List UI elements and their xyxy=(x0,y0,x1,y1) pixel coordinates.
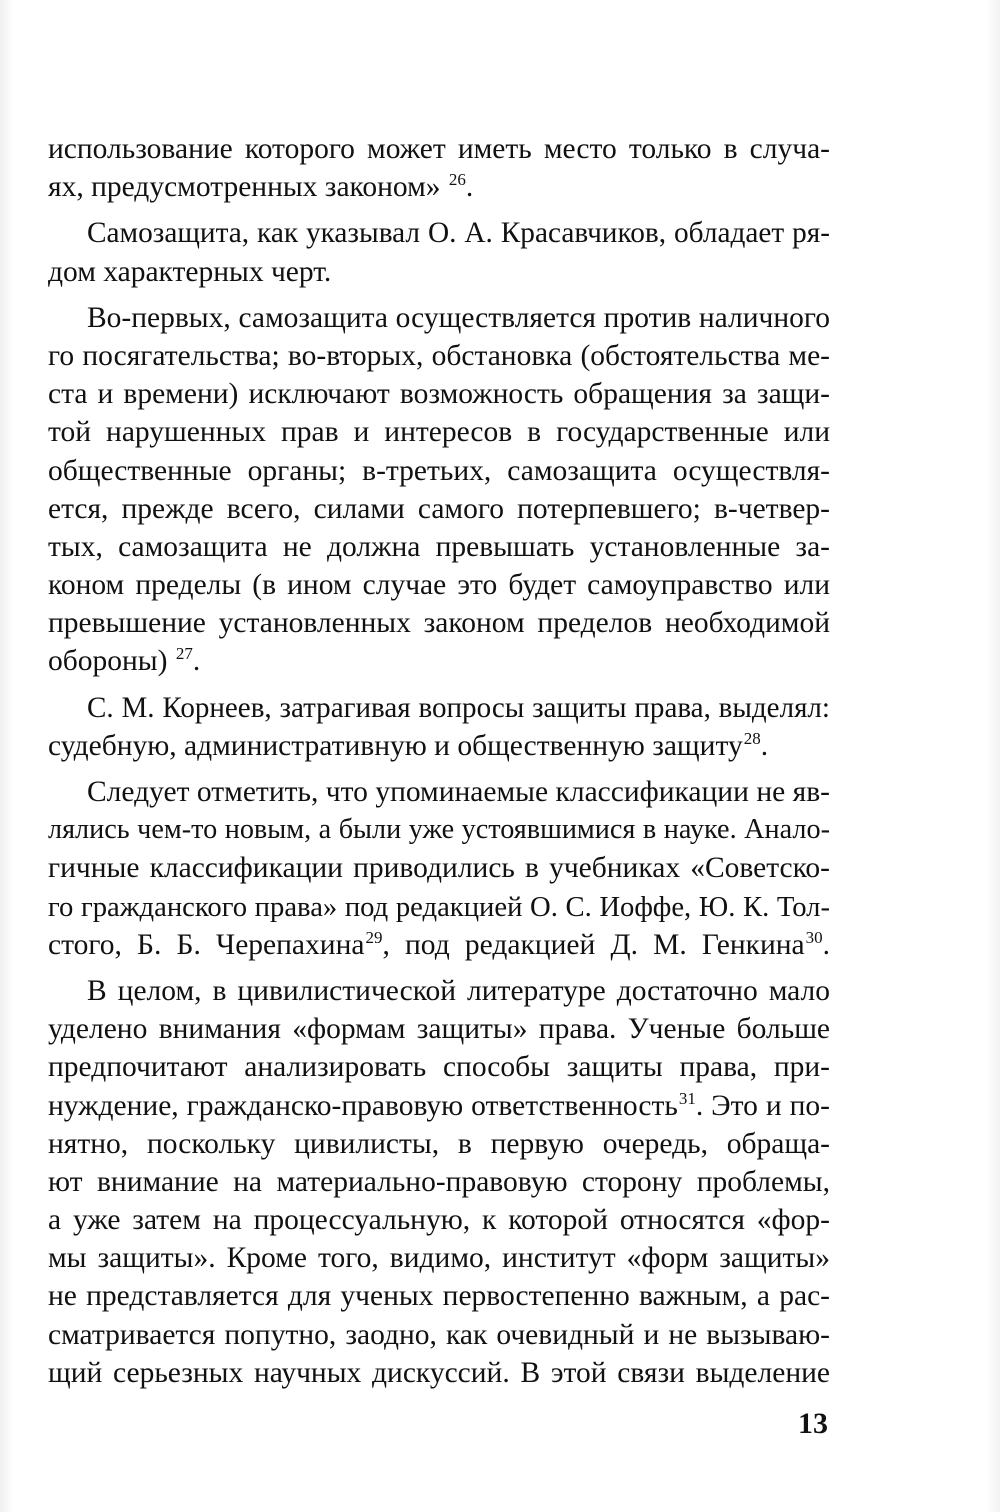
scan-edge-shadow-right xyxy=(986,0,1000,1512)
text-line: Во-первых, самозащита осуществляется против наличного xyxy=(87,301,830,334)
footnote-ref: 31 xyxy=(678,1088,696,1108)
text-line: дом характерных черт. xyxy=(48,255,332,288)
text-line: превышение установленных законом пределов необходимой xyxy=(48,607,830,640)
footnote-ref: 26 xyxy=(448,170,466,190)
text-line: тых, самозащита не должна превышать установленные за- xyxy=(48,530,830,563)
text-line: уделено внимания «формам защиты» права. Ученые больше xyxy=(48,1013,830,1046)
text-line: Следует отметить, что упоминаемые классификации не яв- xyxy=(87,776,830,808)
scan-edge-shadow-left xyxy=(0,0,14,1512)
text-line: нятно, поскольку цивилисты, в первую очередь, обраща- xyxy=(48,1127,830,1160)
text-line: предпочитают анализировать способы защиты права, при- xyxy=(48,1051,830,1084)
footnote-ref: 29 xyxy=(365,927,383,947)
text-line: Самозащита, как указывал О. А. Красавчиков, обладает ря- xyxy=(87,217,830,250)
text-line: С. М. Корнеев, затрагивая вопросы защиты права, выделял: xyxy=(87,691,830,724)
footnote-ref: 28 xyxy=(743,728,761,748)
text-line: использование которого может иметь место только в случа- xyxy=(48,133,830,165)
page-number: 13 xyxy=(798,1407,828,1440)
text-line: ста и времени) исключают возможность обращения за защи- xyxy=(48,378,830,411)
text-line: а уже затем на процессуальную, к которой относятся «фор- xyxy=(48,1204,830,1237)
text-line: лялись чем-то новым, а были уже устоявшимися в науке. Анало- xyxy=(48,814,830,846)
text-line: ют внимание на материально-правовую сторону проблемы, xyxy=(48,1165,830,1198)
text-line: ях, предусмотренных законом» $^{26}$. xyxy=(48,170,474,204)
text-line: коном пределы (в ином случае это будет самоуправство или xyxy=(48,569,830,602)
text-line: той нарушенных прав и интересов в государственные или xyxy=(48,416,830,449)
text-line: сматривается попутно, заодно, как очевидный и не вызываю- xyxy=(48,1318,830,1351)
text-line: щий серьезных научных дискуссий. В этой связи выделение xyxy=(48,1356,830,1389)
text-line: судебную, административную и общественную защиту$^{28}$. xyxy=(48,728,769,762)
body-text xyxy=(48,130,830,1392)
text-line: не представляется для ученых первостепенно важным, а рас- xyxy=(48,1280,830,1313)
text-line: го гражданского права» под редакцией О. С. Иоффе, Ю. К. Тол- xyxy=(48,890,830,923)
text-line: обороны) $^{27}$. xyxy=(48,644,201,678)
text-line: общественные органы; в-третьих, самозащита осуществля- xyxy=(48,454,830,487)
text-line: ется, прежде всего, силами самого потерпевшего; в-четвер- xyxy=(48,492,830,525)
footnote-ref: 30 xyxy=(805,927,823,947)
text-line: В целом, в цивилистической литературе достаточно мало xyxy=(87,974,830,1007)
text-line: го посягательства; во-вторых, обстановка (обстоятельства ме- xyxy=(48,339,830,372)
text-line: стого, Б. Б. Черепахина$^{29}$, под редакцией Д. М. Генкина$^{30}$. xyxy=(48,927,830,961)
text-line: мы защиты». Кроме того, видимо, институт «форм защиты» xyxy=(48,1242,830,1275)
text-line: гичные классификации приводились в учебниках «Советско- xyxy=(48,852,830,885)
text-line: нуждение, гражданско-правовую ответственность$^{31}$. Это и по- xyxy=(48,1088,830,1122)
footnote-ref: 27 xyxy=(175,644,193,664)
